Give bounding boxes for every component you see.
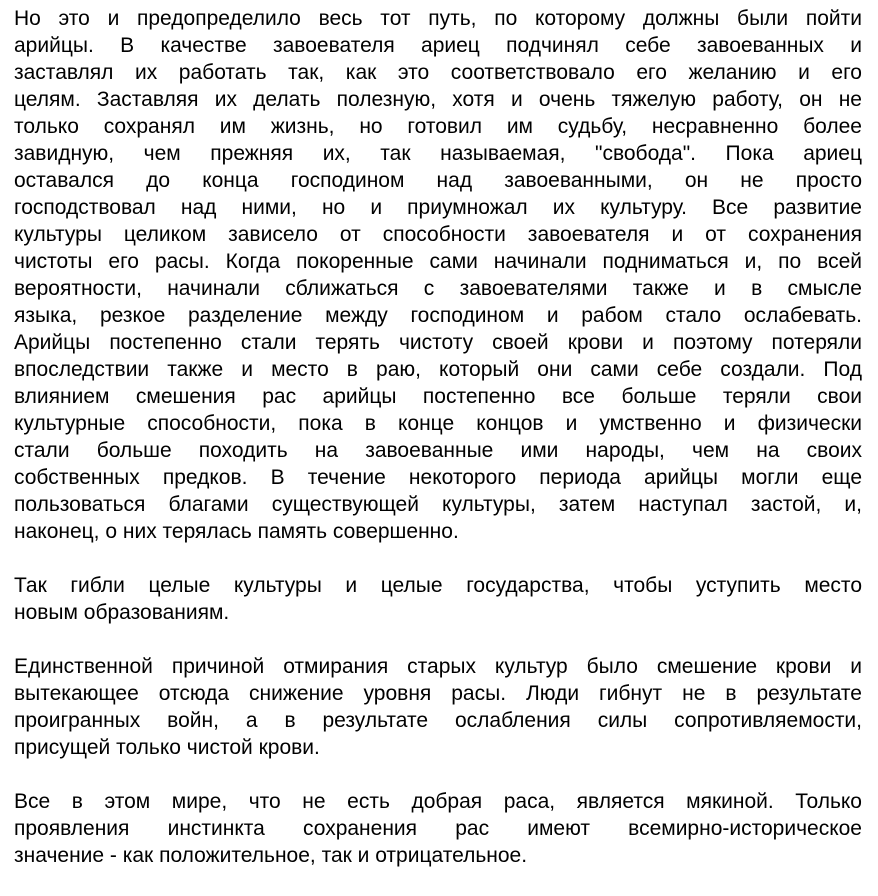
text-line: проявления инстинкта сохранения рас имеют всемирно-историческое — [14, 817, 862, 840]
text-line: влиянием смешения рас арийцы постепенно все больше теряли свои — [14, 385, 862, 408]
text-line: Но это и предопределило весь тот путь, по которому должны были пойти — [14, 7, 862, 30]
text-line: Единственной причиной отмирания старых культур было смешение крови и — [14, 655, 862, 678]
text-line: впоследствии также и место в раю, который они сами себе создали. Под — [14, 358, 862, 381]
paragraph — [14, 653, 862, 761]
text-line: целям. Заставляя их делать полезную, хотя и очень тяжелую работу, он не — [14, 88, 862, 111]
paragraph — [14, 788, 862, 869]
text-line: языка, резкое разделение между господином и рабом стало ослабевать. — [14, 304, 862, 327]
text-line: проигранных войн, а в результате ослабления силы сопротивляемости, — [14, 709, 862, 732]
text-line: оставался до конца господином над завоеванными, он не просто — [14, 169, 862, 192]
text-line: стали больше походить на завоеванные ими народы, чем на своих — [14, 439, 862, 462]
text-line: присущей только чистой крови. — [14, 736, 320, 759]
text-line: арийцы. В качестве завоевателя ариец подчинял себе завоеванных и — [14, 34, 862, 57]
text-line: только сохранял им жизнь, но готовил им судьбу, несравненно более — [14, 115, 862, 138]
text-line: заставлял их работать так, как это соответствовало его желанию и его — [14, 61, 862, 84]
text-line: чистоты его расы. Когда покоренные сами начинали подниматься и, по всей — [14, 250, 862, 273]
text-line: пользоваться благами существующей культуры, затем наступал застой, и, — [14, 493, 862, 516]
text-line: собственных предков. В течение некоторого периода арийцы могли еще — [14, 466, 862, 489]
text-line: культурные способности, пока в конце концов и умственно и физически — [14, 412, 862, 435]
text-line: Все в этом мире, что не есть добрая раса, является мякиной. Только — [14, 790, 862, 813]
text-line: Арийцы постепенно стали терять чистоту своей крови и поэтому потеряли — [14, 331, 862, 354]
paragraph — [14, 5, 862, 545]
text-line: наконец, о них терялась память совершенно. — [14, 520, 459, 543]
paragraph — [14, 572, 862, 626]
text-line: новым образованиям. — [14, 601, 230, 624]
text-line: вытекающее отсюда снижение уровня расы. Люди гибнут не в результате — [14, 682, 862, 705]
text-line: завидную, чем прежняя их, так называемая, "свобода". Пока ариец — [14, 142, 862, 165]
text-line: значение - как положительное, так и отрицательное. — [14, 844, 528, 867]
text-line: Так гибли целые культуры и целые государства, чтобы уступить место — [14, 574, 862, 597]
text-line: господствовал над ними, но и приумножал их культуру. Все развитие — [14, 196, 862, 219]
text-line: культуры целиком зависело от способности завоевателя и от сохранения — [14, 223, 862, 246]
document-page — [14, 5, 862, 896]
text-line: вероятности, начинали сближаться с завоевателями также и в смысле — [14, 277, 862, 300]
